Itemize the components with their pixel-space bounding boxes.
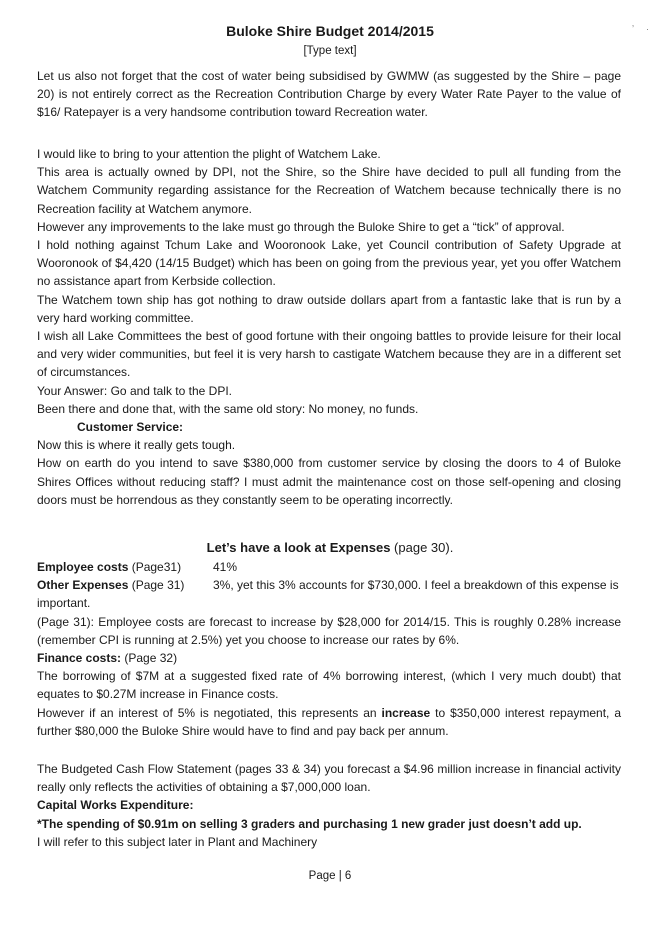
expenses-heading-bold: Let’s have a look at Expenses bbox=[206, 540, 391, 555]
employee-costs-title: Employee costs bbox=[37, 560, 129, 574]
watchem-paragraph-6: I wish all Lake Committees the best of good fortune with their ongoing battles to provide leisure for their local and very wider communities, but feel it is very harsh to castigate Watchem because they are in a different set of circumstances. bbox=[37, 329, 621, 380]
expenses-section bbox=[37, 558, 621, 740]
finance-costs-page: (Page 32) bbox=[121, 651, 178, 666]
customer-service-paragraph-1: Now this is where it really gets tough. bbox=[37, 438, 236, 453]
expenses-heading-page: (page 30). bbox=[390, 540, 454, 555]
watchem-paragraph-2: This area is actually owned by DPI, not the Shire, so the Shire have decided to pull all funding from the Watchem Community regarding assistance for the Recreation of Watchem because technically there is no Recreation facility at Watchem anymore. bbox=[37, 165, 621, 216]
watchem-paragraph-1: I would like to bring to your attention the plight of Watchem Lake. bbox=[37, 147, 381, 161]
other-expenses-text: 3%, yet this 3% accounts for $730,000. I feel a breakdown of this expense is bbox=[213, 578, 619, 593]
customer-service-paragraph-2: How on earth do you intend to save $380,000 from customer service by closing the doors to 4 of Buloke Shires Offices without reducing staff? I must admit the maintenance cost on those self-opening and closing doors must be horrendous as they constantly seem to be operating incorrectly. bbox=[37, 456, 621, 507]
cashflow-paragraph: The Budgeted Cash Flow Statement (pages 33 & 34) you forecast a $4.96 million increase in financial activity really only reflects the activities of obtaining a $7,000,000 loan. bbox=[37, 762, 621, 795]
watchem-paragraph-3: However any improvements to the lake must go through the Buloke Shire to get a “tick” of approval. bbox=[37, 219, 565, 234]
interest-paragraph bbox=[37, 704, 621, 740]
employee-forecast-paragraph: (Page 31): Employee costs are forecast to increase by $28,000 for 2014/15. This is roughly 0.28% increase (remember CPI is running at 2.5%) yet you choose to increase our rates by 6%. bbox=[37, 614, 621, 647]
expenses-heading bbox=[0, 539, 660, 557]
employee-costs-row bbox=[37, 558, 621, 576]
document-subtitle: [Type text] bbox=[303, 45, 357, 57]
other-expenses-page: (Page 31) bbox=[128, 578, 185, 593]
employee-costs-value: 41% bbox=[213, 560, 238, 574]
customer-service-heading: Customer Service: bbox=[77, 420, 184, 435]
other-expenses-title: Other Expenses bbox=[37, 578, 129, 593]
capital-works-heading: Capital Works Expenditure: bbox=[37, 798, 194, 813]
intro-section bbox=[37, 67, 621, 122]
watchem-section bbox=[37, 145, 621, 509]
interest-text-b: to $350,000 interest repayment, a further $80,000 the Buloke Shire would have to find and pay back per annum. bbox=[37, 705, 621, 738]
watchem-paragraph-4: I hold nothing against Tchum Lake and Wooronook Lake, yet Council contribution of Safety Upgrade at Wooronook of $4,420 (14/15 Budget) which has been on going from the previous year, yet you offer Watchem no assistance apart from Kerbside collection. bbox=[37, 238, 621, 289]
watchem-paragraph-5: The Watchem town ship has got nothing to draw outside dollars apart from a fantastic lake that is run by a very hard working committee. bbox=[37, 292, 621, 325]
borrowing-paragraph: The borrowing of $7M at a suggested fixed rate of 4% borrowing interest, (which I very much doubt) that equates to $0.27M increase in Finance costs. bbox=[37, 669, 621, 702]
page-number: Page | 6 bbox=[308, 870, 352, 882]
finance-costs-title: Finance costs: bbox=[37, 651, 122, 666]
cashflow-section bbox=[37, 760, 621, 851]
other-expenses-label bbox=[37, 576, 213, 594]
finance-costs-label bbox=[37, 649, 621, 667]
employee-costs-label bbox=[37, 558, 213, 576]
scan-mark: · bbox=[646, 24, 649, 34]
graders-paragraph: *The spending of $0.91m on selling 3 graders and purchasing 1 new grader just doesn’t add up. bbox=[37, 816, 582, 831]
watchem-paragraph-8: Been there and done that, with the same old story: No money, no funds. bbox=[37, 401, 419, 416]
other-expenses-continued: important. bbox=[37, 596, 91, 611]
scan-mark: ‚ bbox=[632, 18, 634, 28]
intro-paragraph: Let us also not forget that the cost of water being subsidised by GWMW (as suggested by the Shire – page 20) is not entirely correct as the Recreation Contribution Charge by every Water Rate Payer to the value of $16/ Ratepayer is a very handsome contribution toward Recreation water. bbox=[37, 69, 621, 120]
watchem-paragraph-7: Your Answer: Go and talk to the DPI. bbox=[37, 383, 232, 398]
employee-costs-page: (Page31) bbox=[128, 560, 182, 574]
interest-text-a: However if an interest of 5% is negotiated, this represents an bbox=[37, 705, 382, 720]
plant-machinery-paragraph: I will refer to this subject later in Plant and Machinery bbox=[37, 834, 318, 849]
interest-increase-word: increase bbox=[381, 705, 431, 720]
document-title: Buloke Shire Budget 2014/2015 bbox=[226, 23, 434, 39]
other-expenses-row bbox=[37, 576, 621, 594]
